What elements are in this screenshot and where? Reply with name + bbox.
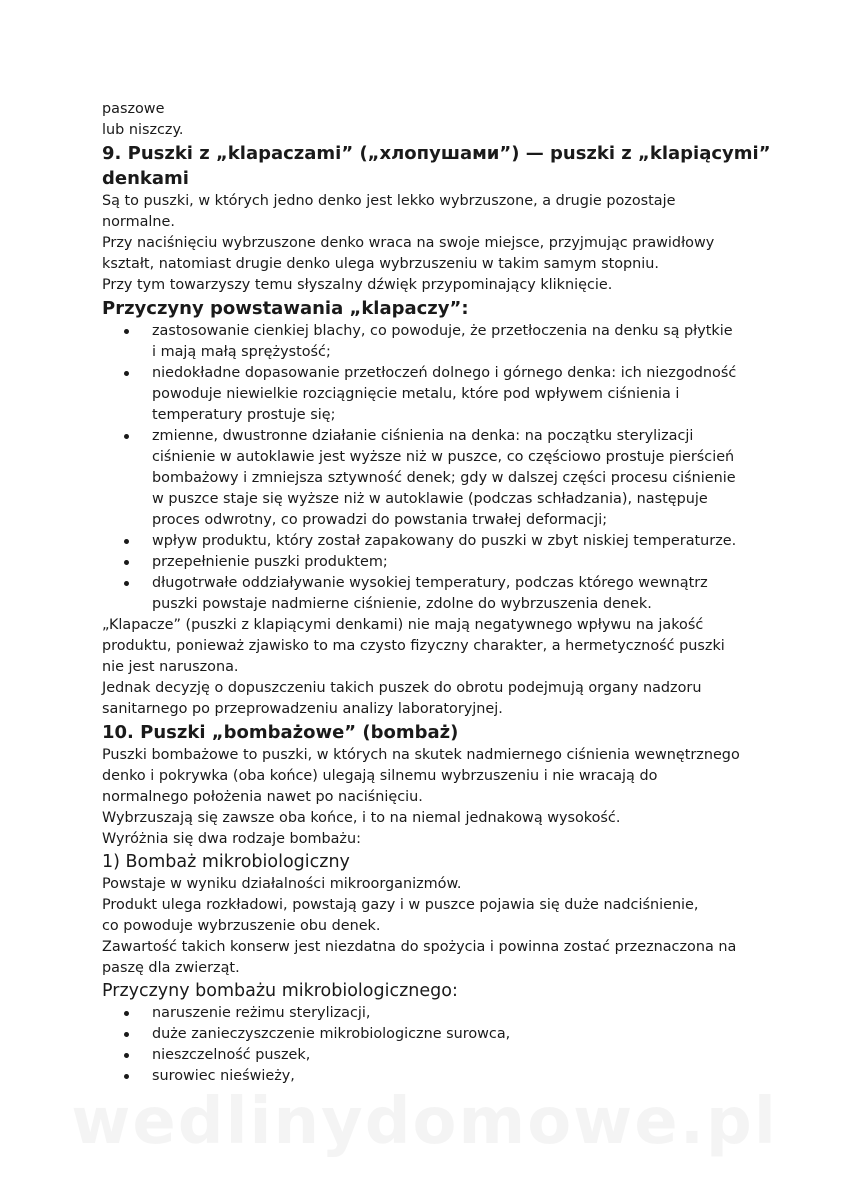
list-item: zmienne, dwustronne działanie ciśnienia na denka: na początku sterylizacji ciśnienie w autoklawie jest wyższe niż w puszce, co częściowo prostuje pierścień bombażowy i zmniejsza sztywność denek; gdy w dalszej części procesu ciśnienie w puszce staje się wyższe niż w autoklawie (podczas schładzania), następuje proces odwrotny, co prowadzi do powstania trwałej deformacji; xyxy=(102,426,772,531)
bullet-icon xyxy=(124,539,129,544)
watermark xyxy=(0,1085,849,1159)
list-item: nieszczelność puszek, xyxy=(102,1045,772,1066)
section-10-paragraph: Puszki bombażowe to puszki, w których na skutek nadmiernego ciśnienia wewnętrznego denko i pokrywka (oba końce) ulegają silnemu wybrzuszeniu i nie wracają do normalnego położenia nawet po naciśnięciu. xyxy=(102,747,740,805)
list-item: przepełnienie puszki produktem; xyxy=(102,552,772,573)
section-9-paragraph: Przy naciśnięciu wybrzuszone denko wraca na swoje miejsce, przyjmując prawidłowy kształt, natomiast drugie denko ulega wybrzuszeniu w takim samym stopniu. xyxy=(102,235,715,272)
section-10-paragraph: Wyróżnia się dwa rodzaje bombażu: xyxy=(102,831,361,847)
document-page xyxy=(102,99,772,1087)
list-item: duże zanieczyszczenie mikrobiologiczne surowca, xyxy=(102,1024,772,1045)
microbiological-paragraph: Zawartość takich konserw jest niezdatna do spożycia i powinna zostać przeznaczona na paszę dla zwierząt. xyxy=(102,939,737,976)
bullet-icon xyxy=(124,1053,129,1058)
section-10-paragraph: Wybrzuszają się zawsze oba końce, i to na niemal jednakową wysokość. xyxy=(102,810,621,826)
bullet-icon xyxy=(124,434,129,439)
list-item: wpływ produktu, który został zapakowany do puszki w zbyt niskiej temperaturze. xyxy=(102,531,772,552)
bullet-icon xyxy=(124,560,129,565)
bullet-icon xyxy=(124,581,129,586)
section-9-paragraph: Jednak decyzję o dopuszczeniu takich puszek do obrotu podejmują organy nadzoru sanitarnego po przeprowadzeniu analizy laboratoryjnej. xyxy=(102,680,702,717)
microbiological-paragraph: Powstaje w wyniku działalności mikroorganizmów. xyxy=(102,876,462,892)
bullet-icon xyxy=(124,1011,129,1016)
section-10-heading: 10. Puszki „bombażowe” (bombaż) xyxy=(102,722,459,743)
klapacze-causes-heading: Przyczyny powstawania „klapaczy”: xyxy=(102,298,469,319)
list-item: długotrwałe oddziaływanie wysokiej temperatury, podczas którego wewnątrz puszki powstaje nadmierne ciśnienie, zdolne do wybrzuszenia denek. xyxy=(102,573,772,615)
list-item: naruszenie reżimu sterylizacji, xyxy=(102,1003,772,1024)
section-9-heading: 9. Puszki z „klapaczami” („хлопушами”) — puszki z „klapiącymi” denkami xyxy=(102,143,771,189)
intro-line: paszowe xyxy=(102,101,165,117)
section-9-paragraph: „Klapacze” (puszki z klapiącymi denkami) nie mają negatywnego wpływu na jakość produktu, ponieważ zjawisko to ma czysto fizyczny charakter, a hermetyczność puszki nie jest naruszona. xyxy=(102,617,725,675)
section-9-paragraph: Przy tym towarzyszy temu słyszalny dźwięk przypominający kliknięcie. xyxy=(102,277,613,293)
bullet-icon xyxy=(124,329,129,334)
intro-line: lub niszczy. xyxy=(102,122,184,138)
section-9-paragraph: Są to puszki, w których jedno denko jest lekko wybrzuszone, a drugie pozostaje normalne. xyxy=(102,193,676,230)
microbiological-causes-list xyxy=(102,1003,772,1087)
microbiological-causes-heading: Przyczyny bombażu mikrobiologicznego: xyxy=(102,981,458,1001)
klapacze-causes-list xyxy=(102,321,772,615)
microbiological-paragraph: Produkt ulega rozkładowi, powstają gazy i w puszce pojawia się duże nadciśnienie, co powoduje wybrzuszenie obu denek. xyxy=(102,897,699,934)
list-item: surowiec nieświeży, xyxy=(102,1066,772,1087)
bullet-icon xyxy=(124,371,129,376)
bullet-icon xyxy=(124,1032,129,1037)
list-item: niedokładne dopasowanie przetłoczeń dolnego i górnego denka: ich niezgodność powoduje niewielkie rozciągnięcie metalu, które pod wpływem ciśnienia i temperatury prostuje się; xyxy=(102,363,772,426)
microbiological-bombage-heading: 1) Bombaż mikrobiologiczny xyxy=(102,852,350,872)
bullet-icon xyxy=(124,1074,129,1079)
list-item: zastosowanie cienkiej blachy, co powoduje, że przetłoczenia na denku są płytkie i mają małą sprężystość; xyxy=(102,321,772,363)
